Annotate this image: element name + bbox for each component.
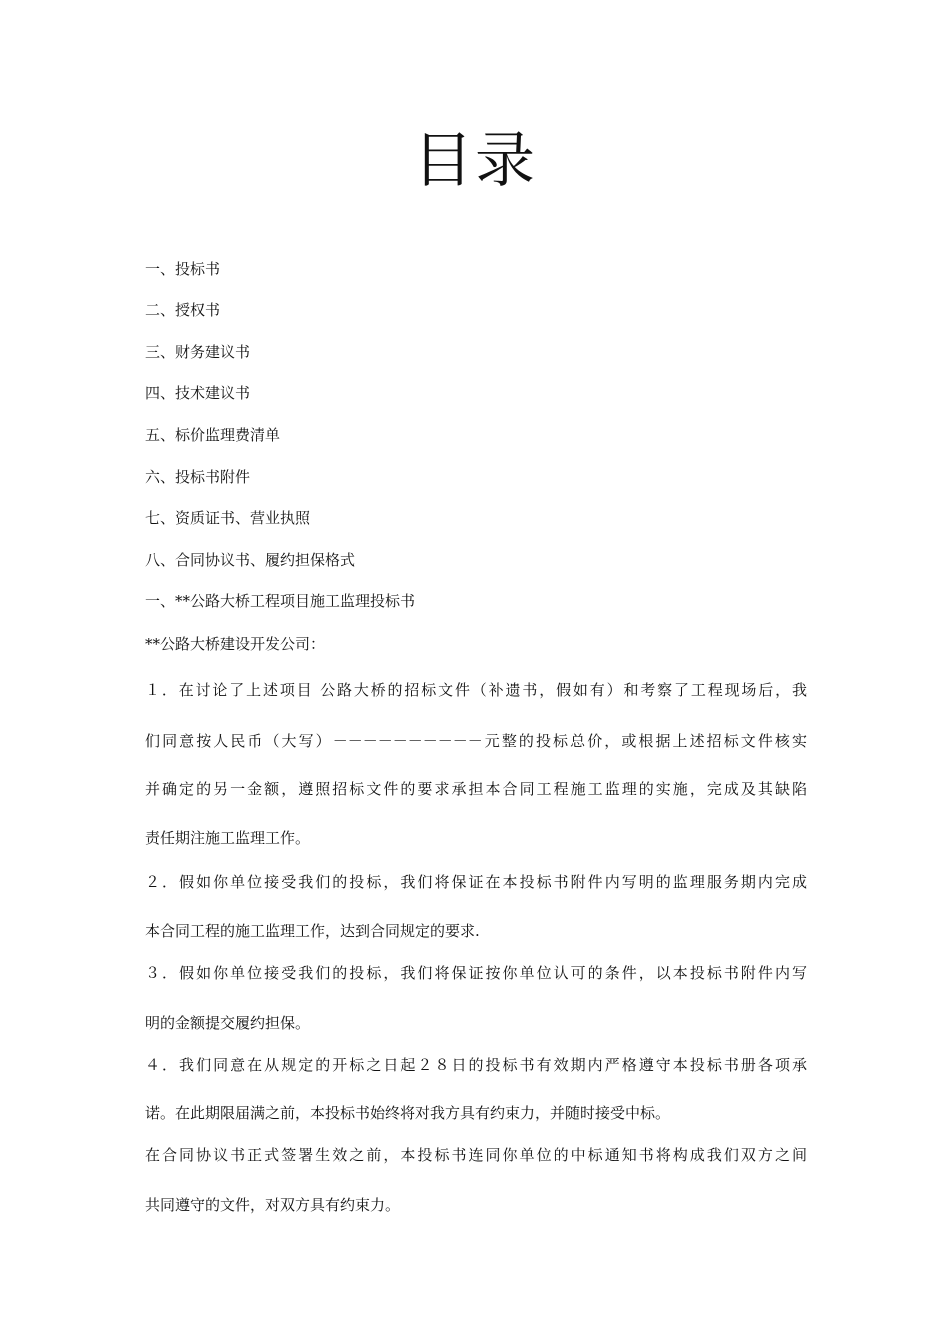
body-line: ４．我们同意在从规定的开标之日起２８日的投标书有效期内严格遵守本投标书册各项承 xyxy=(145,1056,807,1074)
addressee: **公路大桥建设开发公司： xyxy=(145,635,326,653)
body-line: ２．假如你单位接受我们的投标，我们将保证在本投标书附件内写明的监理服务期内完成 xyxy=(145,873,807,891)
body-line: 共同遵守的文件，对双方具有约束力。 xyxy=(145,1196,401,1214)
toc-item: 六、投标书附件 xyxy=(145,468,251,486)
toc-item: 四、技术建议书 xyxy=(145,384,251,402)
toc-item: 八、合同协议书、履约担保格式 xyxy=(145,551,356,569)
toc-item: 二、授权书 xyxy=(145,301,221,319)
toc-item: 一、投标书 xyxy=(145,260,221,278)
toc-item: 五、标价监理费清单 xyxy=(145,426,281,444)
body-line: 在合同协议书正式签署生效之前，本投标书连同你单位的中标通知书将构成我们双方之间 xyxy=(145,1146,807,1164)
body-line: 诺。在此期限届满之前，本投标书始终将对我方具有约束力，并随时接受中标。 xyxy=(145,1104,671,1122)
body-line: １．在讨论了上述项目 公路大桥的招标文件（补遗书，假如有）和考察了工程现场后，我 xyxy=(145,681,807,699)
body-line: 本合同工程的施工监理工作，达到合同规定的要求. xyxy=(145,922,480,940)
section-heading: 一、**公路大桥工程项目施工监理投标书 xyxy=(145,592,416,610)
toc-item: 三、财务建议书 xyxy=(145,343,251,361)
page-title: 目录 xyxy=(413,126,537,196)
body-line: 责任期注施工监理工作。 xyxy=(145,829,311,847)
body-line: 们同意按人民币（大写）－－－－－－－－－－元整的投标总价，或根据上述招标文件核实 xyxy=(145,732,807,750)
toc-item: 七、资质证书、营业执照 xyxy=(145,509,311,527)
body-line: 并确定的另一金额，遵照招标文件的要求承担本合同工程施工监理的实施，完成及其缺陷 xyxy=(145,780,807,798)
body-line: ３．假如你单位接受我们的投标，我们将保证按你单位认可的条件，以本投标书附件内写 xyxy=(145,964,807,982)
body-line: 明的金额提交履约担保。 xyxy=(145,1014,311,1032)
